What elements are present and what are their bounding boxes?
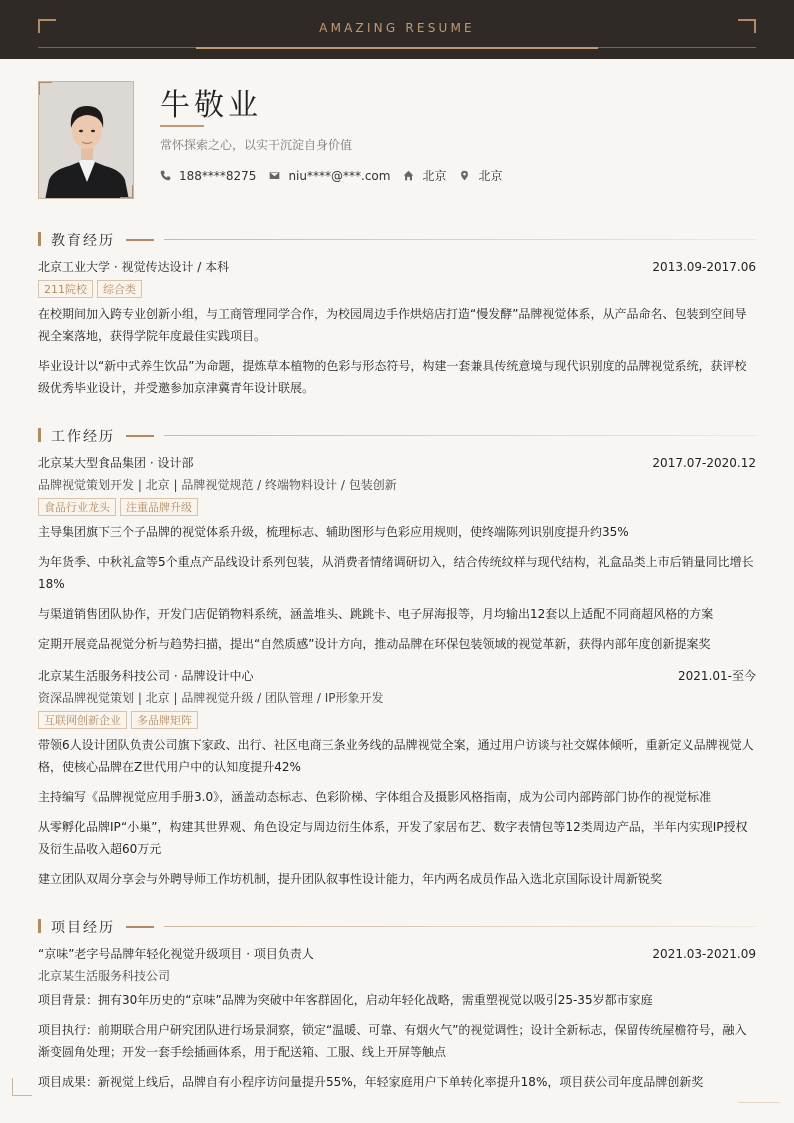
company-name: 北京某大型食品集团 · 设计部: [38, 456, 194, 470]
section-marker: [38, 919, 41, 933]
section-rule: [164, 926, 756, 927]
project-detail: 项目执行：前期联合用户研究团队进行场景洞察，锁定“温暖、可靠、有烟火气”的视觉调性；设计全新标志，保留传统屋檐符号，融入渐变圆角处理；开发一套手绘插画体系，用于配送箱、工服、线上开屏等触点: [38, 1023, 747, 1059]
section-title: 工作经历: [51, 429, 115, 445]
mail-icon: [269, 170, 280, 181]
home-city: 北京: [422, 169, 447, 183]
banner-title: AMAZING RESUME: [319, 21, 475, 35]
work-achievement: 主持编写《品牌视觉应用手册3.0》，涵盖动态标志、色彩阶梯、字体组合及摄影风格指南，成为公司内部跨部门协作的视觉标准: [38, 790, 712, 804]
section-dash: [126, 239, 154, 241]
education-date: 2013.09-2017.06: [652, 260, 756, 274]
photo-corner-ornament: [38, 81, 52, 95]
section-education-header: [38, 231, 756, 249]
corner-ornament-bottom-right: [738, 1102, 780, 1103]
tag-badge: 综合类: [97, 280, 142, 298]
corner-ornament-bottom-left: [12, 1078, 32, 1096]
education-description: 在校期间加入跨专业创新小组，与工商管理同学合作，为校园周边手作烘焙店打造“慢发酵”品牌视觉体系，从产品命名、包装到空间导视全案落地，获得学院年度最佳实践项目。: [38, 307, 747, 343]
project-detail: 项目背景：拥有30年历史的“京味”品牌为突破中年客群固化，启动年轻化战略，需重塑视觉以吸引25-35岁都市家庭: [38, 993, 653, 1007]
project-date: 2021.03-2021.09: [652, 947, 756, 961]
section-marker: [38, 232, 41, 246]
work-achievement: 从零孵化品牌IP“小巢”，构建其世界观、角色设定与周边衍生体系，开发了家居布艺、数字表情包等12类周边产品，半年内实现IP授权及衍生品收入超60万元: [38, 820, 748, 856]
project-detail: 项目成果：新视觉上线后，品牌自有小程序访问量提升55%，年轻家庭用户下单转化率提升18%，项目获公司年度品牌创新奖: [38, 1075, 704, 1089]
section-dash: [126, 926, 154, 928]
education-description: 毕业设计以“新中式养生饮品”为命题，提炼草本植物的色彩与形态符号，构建一套兼具传统意境与现代识别度的品牌视觉系统，获评校级优秀毕业设计，并受邀参加京津冀青年设计联展。: [38, 359, 747, 395]
work-entry-1: [38, 452, 756, 474]
section-project-header: [38, 918, 756, 936]
contact-home: [403, 167, 446, 184]
person-portrait-icon: [39, 82, 134, 199]
tag-badge: 多品牌矩阵: [131, 711, 198, 729]
section-marker: [38, 428, 41, 442]
work-role-detail: 品牌视觉策划开发 | 北京 | 品牌视觉规范 / 终端物料设计 / 包装创新: [38, 478, 397, 492]
section-rule: [164, 435, 756, 436]
phone-number: 188****8275: [179, 168, 257, 183]
work-achievement: 为年货季、中秋礼盒等5个重点产品线设计系列包装，从消费者情绪调研切入，结合传统纹样与现代结构，礼盒品类上市后销量同比增长18%: [38, 555, 754, 591]
work-achievement: 主导集团旗下三个子品牌的视觉体系升级，梳理标志、辅助图形与色彩应用规则，使终端陈列识别度提升约35%: [38, 525, 629, 539]
education-tags: [38, 280, 146, 298]
work-achievement: 定期开展竞品视觉分析与趋势扫描，提出“自然质感”设计方向，推动品牌在环保包装领域的视觉革新，获得内部年度创新提案奖: [38, 637, 711, 651]
contact-email: [269, 169, 390, 183]
profile-photo: [38, 81, 134, 199]
project-organization: 北京某生活服务科技公司: [38, 969, 171, 983]
location-city: 北京: [478, 169, 503, 183]
tag-badge: 211院校: [38, 280, 93, 298]
work-date: 2017.07-2020.12: [652, 456, 756, 470]
work-achievement: 带领6人设计团队负责公司旗下家政、出行、社区电商三条业务线的品牌视觉全案，通过用户访谈与社交媒体倾听，重新定义品牌视觉人格，使核心品牌在Z世代用户中的认知度提升42%: [38, 738, 754, 774]
work-date: 2021.01-至今: [678, 669, 756, 683]
contact-location: [459, 167, 502, 184]
tag-badge: 食品行业龙头: [38, 498, 116, 516]
project-name: “京味”老字号品牌年轻化视觉升级项目 · 项目负责人: [38, 947, 314, 961]
name-underline: [160, 125, 204, 127]
contact-bar: [160, 167, 515, 184]
work-achievement: 建立团队双周分享会与外聘导师工作坊机制，提升团队叙事性设计能力，年内两名成员作品入选北京国际设计周新锐奖: [38, 872, 663, 886]
company-name: 北京某生活服务科技公司 · 品牌设计中心: [38, 669, 254, 683]
location-pin-icon: [459, 170, 470, 181]
section-work-header: [38, 427, 756, 445]
work-tags: [38, 711, 202, 729]
section-rule: [164, 239, 756, 240]
work-entry-2: [38, 665, 756, 687]
email-address: niu****@***.com: [288, 168, 391, 183]
education-entry: [38, 256, 756, 278]
phone-icon: [160, 170, 171, 181]
personal-motto: 常怀探索之心，以实干沉淀自身价值: [160, 138, 353, 152]
section-title: 项目经历: [51, 920, 115, 936]
work-role-detail: 资深品牌视觉策划 | 北京 | 品牌视觉升级 / 团队管理 / IP形象开发: [38, 691, 384, 705]
header-banner: [0, 0, 794, 59]
work-achievement: 与渠道销售团队协作，开发门店促销物料系统，涵盖堆头、跳跳卡、电子屏海报等，月均输出12套以上适配不同商超风格的方案: [38, 607, 714, 621]
tag-badge: 互联网创新企业: [38, 711, 127, 729]
home-icon: [403, 170, 414, 181]
section-title: 教育经历: [51, 233, 115, 249]
banner-rule-highlight: [196, 47, 598, 49]
candidate-name: 牛敬业: [160, 88, 262, 123]
school-name: 北京工业大学 · 视觉传达设计 / 本科: [38, 260, 230, 274]
contact-phone: [160, 169, 256, 183]
photo-corner-ornament: [120, 185, 134, 199]
project-entry: [38, 943, 756, 965]
tag-badge: 注重品牌升级: [120, 498, 198, 516]
section-dash: [126, 435, 154, 437]
work-tags: [38, 498, 202, 516]
